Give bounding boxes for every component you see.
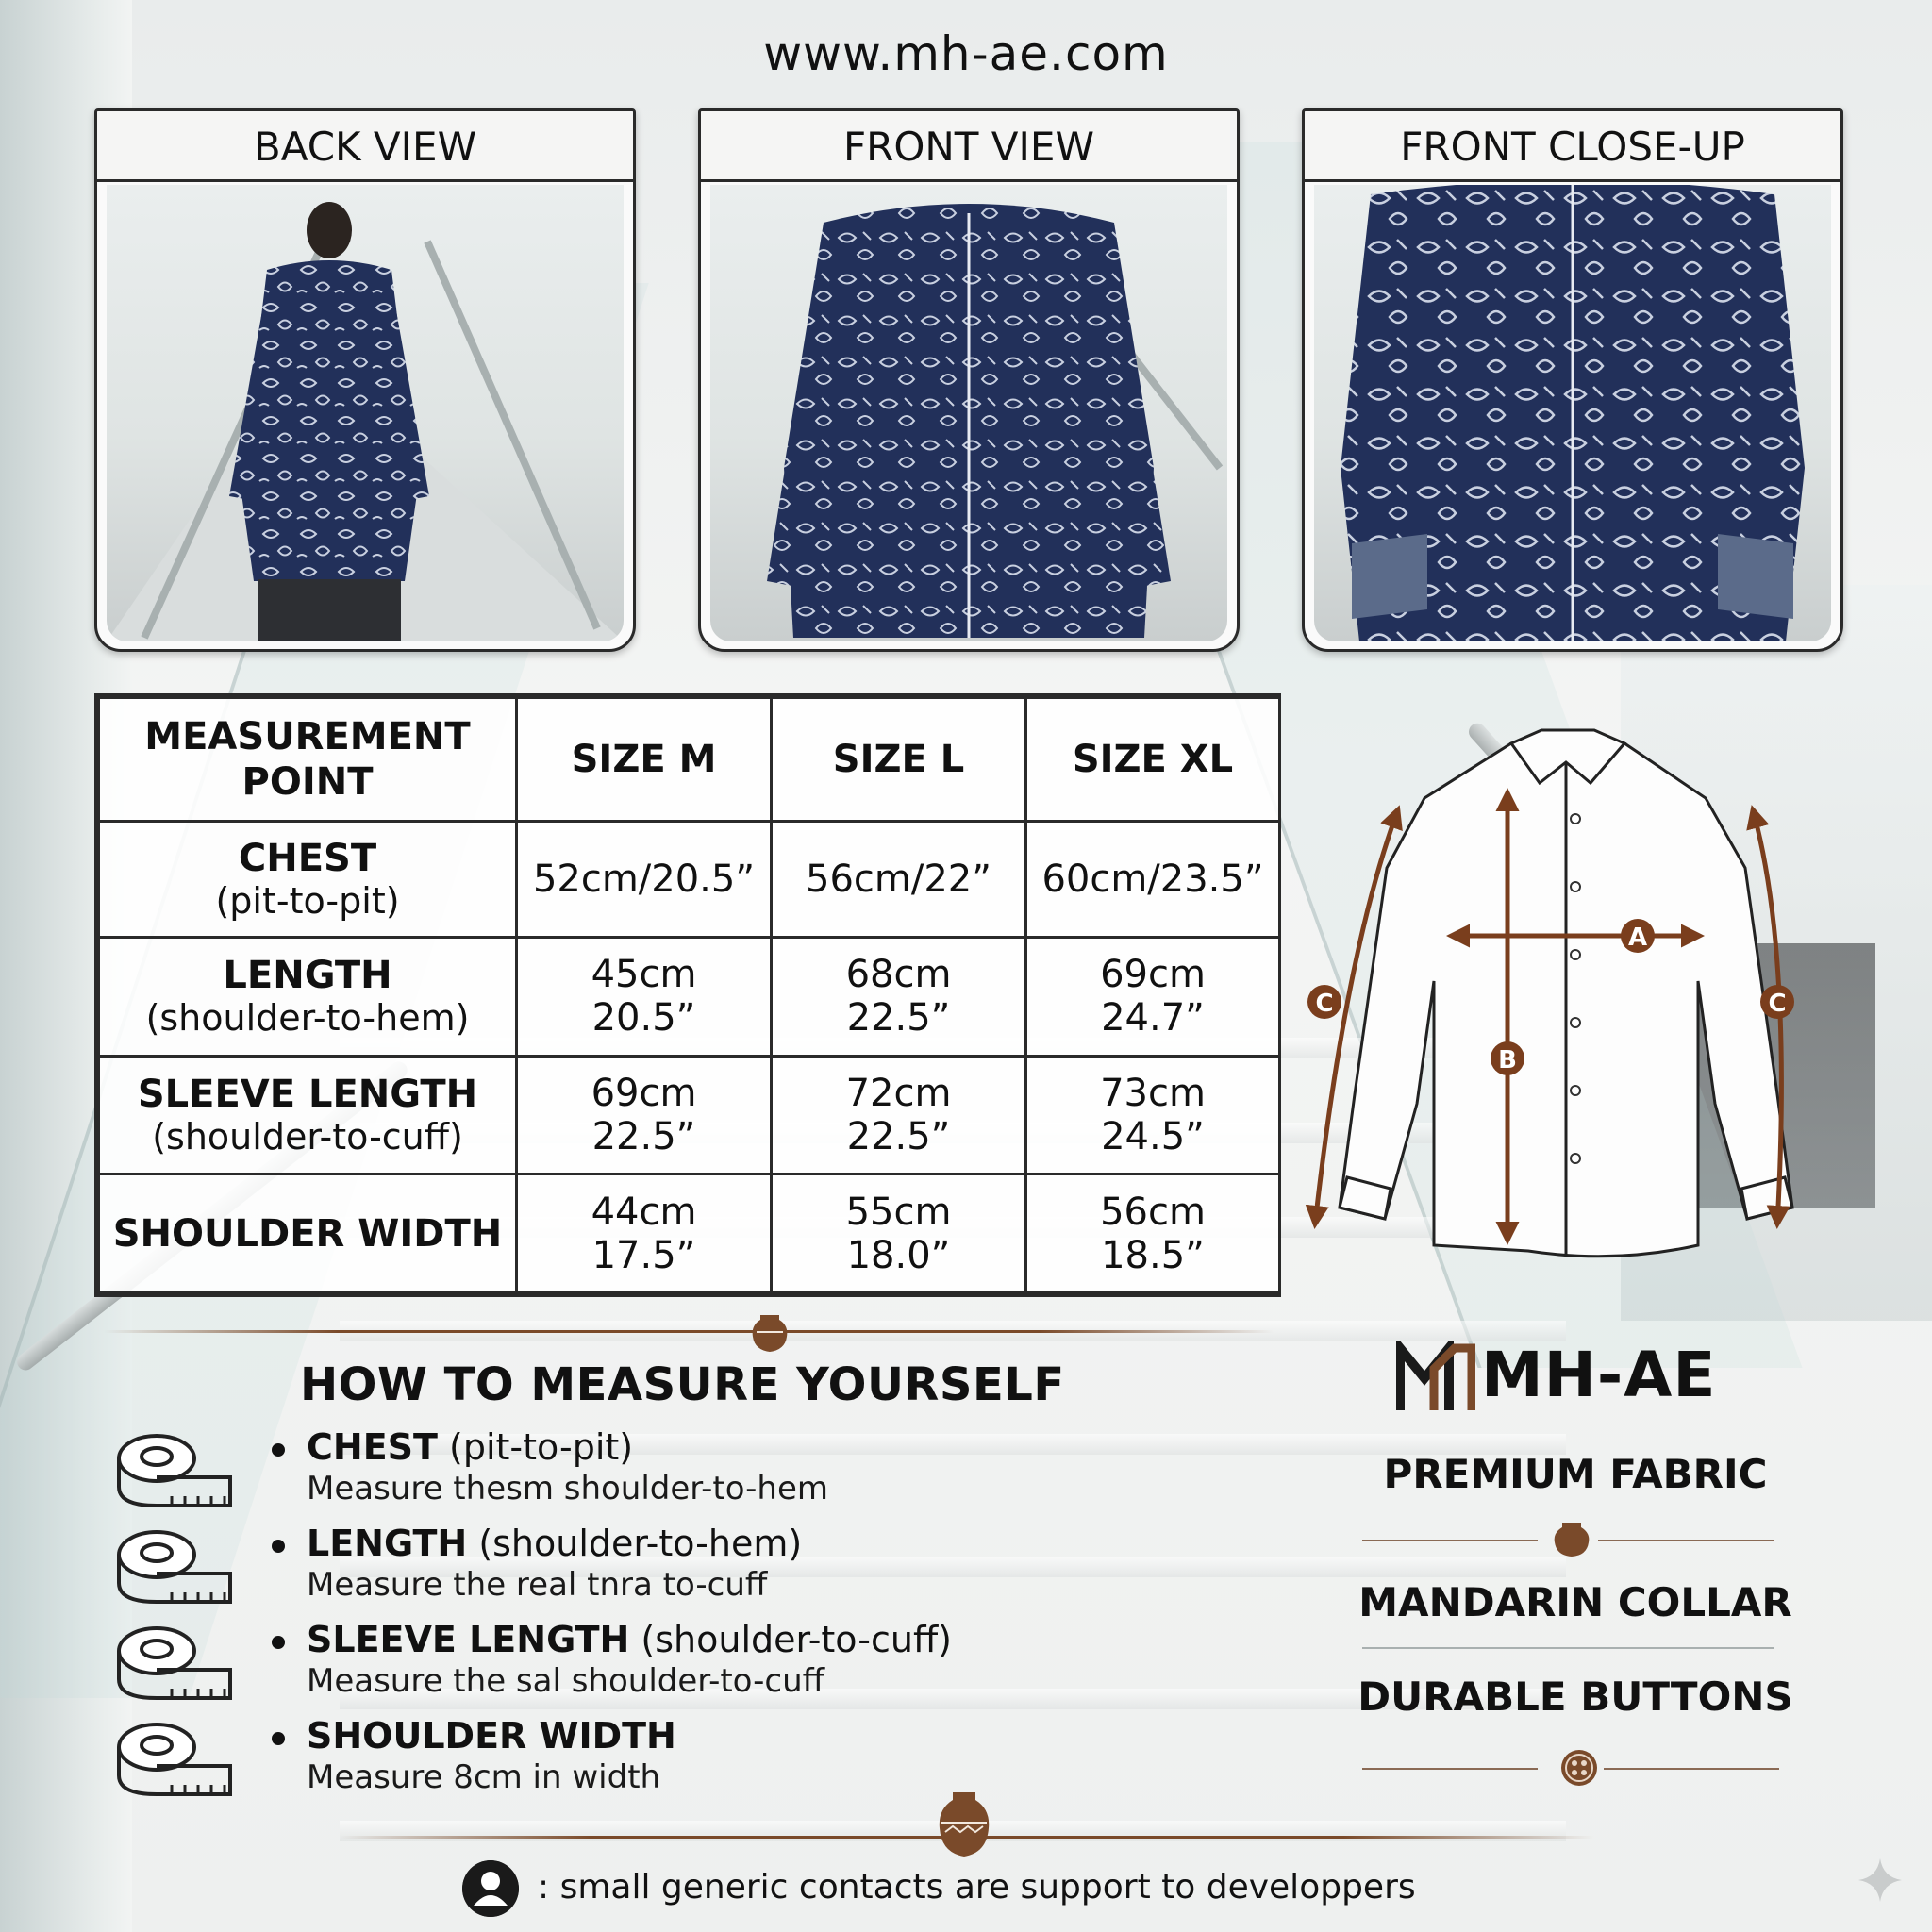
row-label xyxy=(99,1174,517,1293)
front-view-illustration xyxy=(710,185,1227,641)
how-to-heading xyxy=(307,1715,676,1757)
feature-separator xyxy=(1362,1540,1538,1541)
site-url: www.mh-ae.com xyxy=(763,26,1169,81)
brand-logo-block xyxy=(1396,1335,1774,1420)
row-label-name: CHEST xyxy=(238,836,377,880)
header-size-l: SIZE L xyxy=(772,698,1026,822)
how-to-description: Measure 8cm in width xyxy=(307,1758,661,1796)
how-to-description: Measure the sal shoulder-to-cuff xyxy=(307,1662,825,1700)
row-label-name: LENGTH xyxy=(223,954,392,998)
table-cell xyxy=(1026,821,1280,937)
marker-c-left-label: C xyxy=(1315,990,1334,1018)
button-icon xyxy=(1558,1747,1600,1789)
how-to-name: LENGTH xyxy=(307,1523,468,1564)
panel-title: FRONT CLOSE-UP xyxy=(1305,111,1840,182)
table-row xyxy=(99,1174,1280,1293)
panel-title: BACK VIEW xyxy=(97,111,633,182)
person-icon xyxy=(462,1860,519,1917)
brand-name: MH-AE xyxy=(1481,1339,1717,1411)
cell-value-in: 22.5” xyxy=(846,1114,951,1158)
how-to-item-length xyxy=(113,1523,1038,1607)
decorated-vase-icon xyxy=(936,1790,992,1858)
cell-value-cm: 55cm xyxy=(845,1190,952,1234)
header-line: POINT xyxy=(242,759,374,804)
row-label xyxy=(99,821,517,937)
how-to-description: Measure thesm shoulder-to-hem xyxy=(307,1470,828,1507)
cell-value-cm: 45cm xyxy=(591,953,697,997)
how-to-name: CHEST xyxy=(307,1426,438,1468)
bullet xyxy=(272,1636,285,1649)
back-view-illustration xyxy=(107,185,624,641)
table-cell xyxy=(772,1056,1026,1174)
cell-value-cm: 69cm xyxy=(1100,953,1206,997)
header-size-xl: SIZE XL xyxy=(1026,698,1280,822)
table-cell xyxy=(1026,1056,1280,1174)
cell-value-cm: 69cm xyxy=(591,1071,697,1115)
pottery-vase-icon xyxy=(1551,1519,1592,1560)
row-label-name: SHOULDER WIDTH xyxy=(112,1211,503,1256)
section-divider xyxy=(104,1330,1274,1333)
shirt-measurement-diagram xyxy=(1292,717,1802,1283)
row-label-sub: (shoulder-to-hem) xyxy=(145,997,470,1040)
row-label-sub: (pit-to-pit) xyxy=(215,879,400,922)
back-view-photo xyxy=(107,185,624,641)
how-to-name: SLEEVE LENGTH xyxy=(307,1619,630,1660)
mh-logo-icon xyxy=(1396,1341,1475,1414)
table-cell xyxy=(772,1174,1026,1293)
how-to-paren: (shoulder-to-hem) xyxy=(467,1523,803,1564)
cell-value: 52cm/20.5” xyxy=(532,857,756,901)
row-label-name: SLEEVE LENGTH xyxy=(137,1072,478,1116)
measuring-tape-icon xyxy=(113,1526,236,1606)
size-chart-table xyxy=(94,693,1281,1297)
table-cell xyxy=(517,937,772,1056)
cell-value-cm: 72cm xyxy=(845,1071,952,1115)
cell-value-in: 24.5” xyxy=(1101,1114,1205,1158)
cell-value-in: 18.0” xyxy=(846,1233,951,1277)
cell-value-in: 24.7” xyxy=(1101,996,1205,1041)
how-to-item-sleeve-length xyxy=(113,1619,1038,1704)
row-label-sub: (shoulder-to-cuff) xyxy=(152,1115,463,1158)
cell-value-in: 22.5” xyxy=(591,1114,696,1158)
table-cell xyxy=(517,1056,772,1174)
how-to-heading xyxy=(307,1523,802,1564)
how-to-description: Measure the real tnra to-cuff xyxy=(307,1566,768,1604)
how-to-name: SHOULDER WIDTH xyxy=(307,1715,676,1757)
table-row xyxy=(99,937,1280,1056)
measuring-tape-icon xyxy=(113,1623,236,1702)
feature-separator xyxy=(1362,1647,1774,1649)
bullet xyxy=(272,1540,285,1553)
sparkle-icon xyxy=(1857,1857,1904,1904)
table-cell xyxy=(517,821,772,937)
shirt-outline-icon xyxy=(1340,730,1792,1257)
how-to-item-shoulder-width xyxy=(113,1715,1038,1800)
table-cell xyxy=(1026,937,1280,1056)
pottery-vase-icon xyxy=(747,1309,792,1355)
front-view-panel xyxy=(698,108,1240,652)
cell-value-in: 22.5” xyxy=(846,996,951,1041)
feature-separator xyxy=(1604,1768,1779,1770)
front-closeup-illustration xyxy=(1314,185,1831,641)
how-to-paren: (shoulder-to-cuff) xyxy=(629,1619,952,1660)
table-cell xyxy=(1026,1174,1280,1293)
how-to-measure-title: HOW TO MEASURE YOURSELF xyxy=(300,1358,1065,1411)
measuring-tape-icon xyxy=(113,1719,236,1798)
measuring-tape-icon xyxy=(113,1430,236,1509)
front-closeup-photo xyxy=(1314,185,1831,641)
cell-value: 56cm/22” xyxy=(806,857,991,901)
feature-separator xyxy=(1598,1540,1774,1541)
feature-separator xyxy=(1362,1768,1538,1770)
cell-value: 60cm/23.5” xyxy=(1041,857,1264,901)
footer-text: : small generic contacts are support to developpers xyxy=(538,1868,1416,1907)
marker-c-right-label: C xyxy=(1768,990,1787,1018)
header-line: MEASUREMENT xyxy=(144,714,471,758)
cell-value-cm: 73cm xyxy=(1100,1071,1206,1115)
cell-value-in: 17.5” xyxy=(591,1233,696,1277)
bullet xyxy=(272,1443,285,1457)
marker-b-label: B xyxy=(1498,1046,1517,1074)
feature-mandarin-collar: MANDARIN COLLAR xyxy=(1358,1579,1792,1625)
cell-value-cm: 68cm xyxy=(845,953,952,997)
header-measurement-point xyxy=(99,698,517,822)
front-closeup-panel xyxy=(1302,108,1843,652)
feature-premium-fabric: PREMIUM FABRIC xyxy=(1383,1451,1768,1497)
marker-a-label: A xyxy=(1627,924,1648,952)
cell-value-cm: 56cm xyxy=(1100,1190,1206,1234)
bullet xyxy=(272,1732,285,1745)
how-to-paren: (pit-to-pit) xyxy=(437,1426,634,1468)
panel-title: FRONT VIEW xyxy=(701,111,1237,182)
table-row xyxy=(99,821,1280,937)
table-cell xyxy=(772,821,1026,937)
cell-value-cm: 44cm xyxy=(591,1190,697,1234)
how-to-item-chest xyxy=(113,1426,1038,1511)
table-row xyxy=(99,1056,1280,1174)
table-cell xyxy=(517,1174,772,1293)
front-view-photo xyxy=(710,185,1227,641)
back-view-panel xyxy=(94,108,636,652)
header-size-m: SIZE M xyxy=(517,698,772,822)
row-label xyxy=(99,1056,517,1174)
cell-value-in: 20.5” xyxy=(591,996,696,1041)
how-to-heading xyxy=(307,1619,952,1660)
footer-contact xyxy=(462,1858,1594,1919)
table-header-row xyxy=(99,698,1280,822)
row-label xyxy=(99,937,517,1056)
cell-value-in: 18.5” xyxy=(1101,1233,1205,1277)
table-cell xyxy=(772,937,1026,1056)
feature-durable-buttons: DURABLE BUTTONS xyxy=(1357,1674,1793,1720)
how-to-heading xyxy=(307,1426,633,1468)
